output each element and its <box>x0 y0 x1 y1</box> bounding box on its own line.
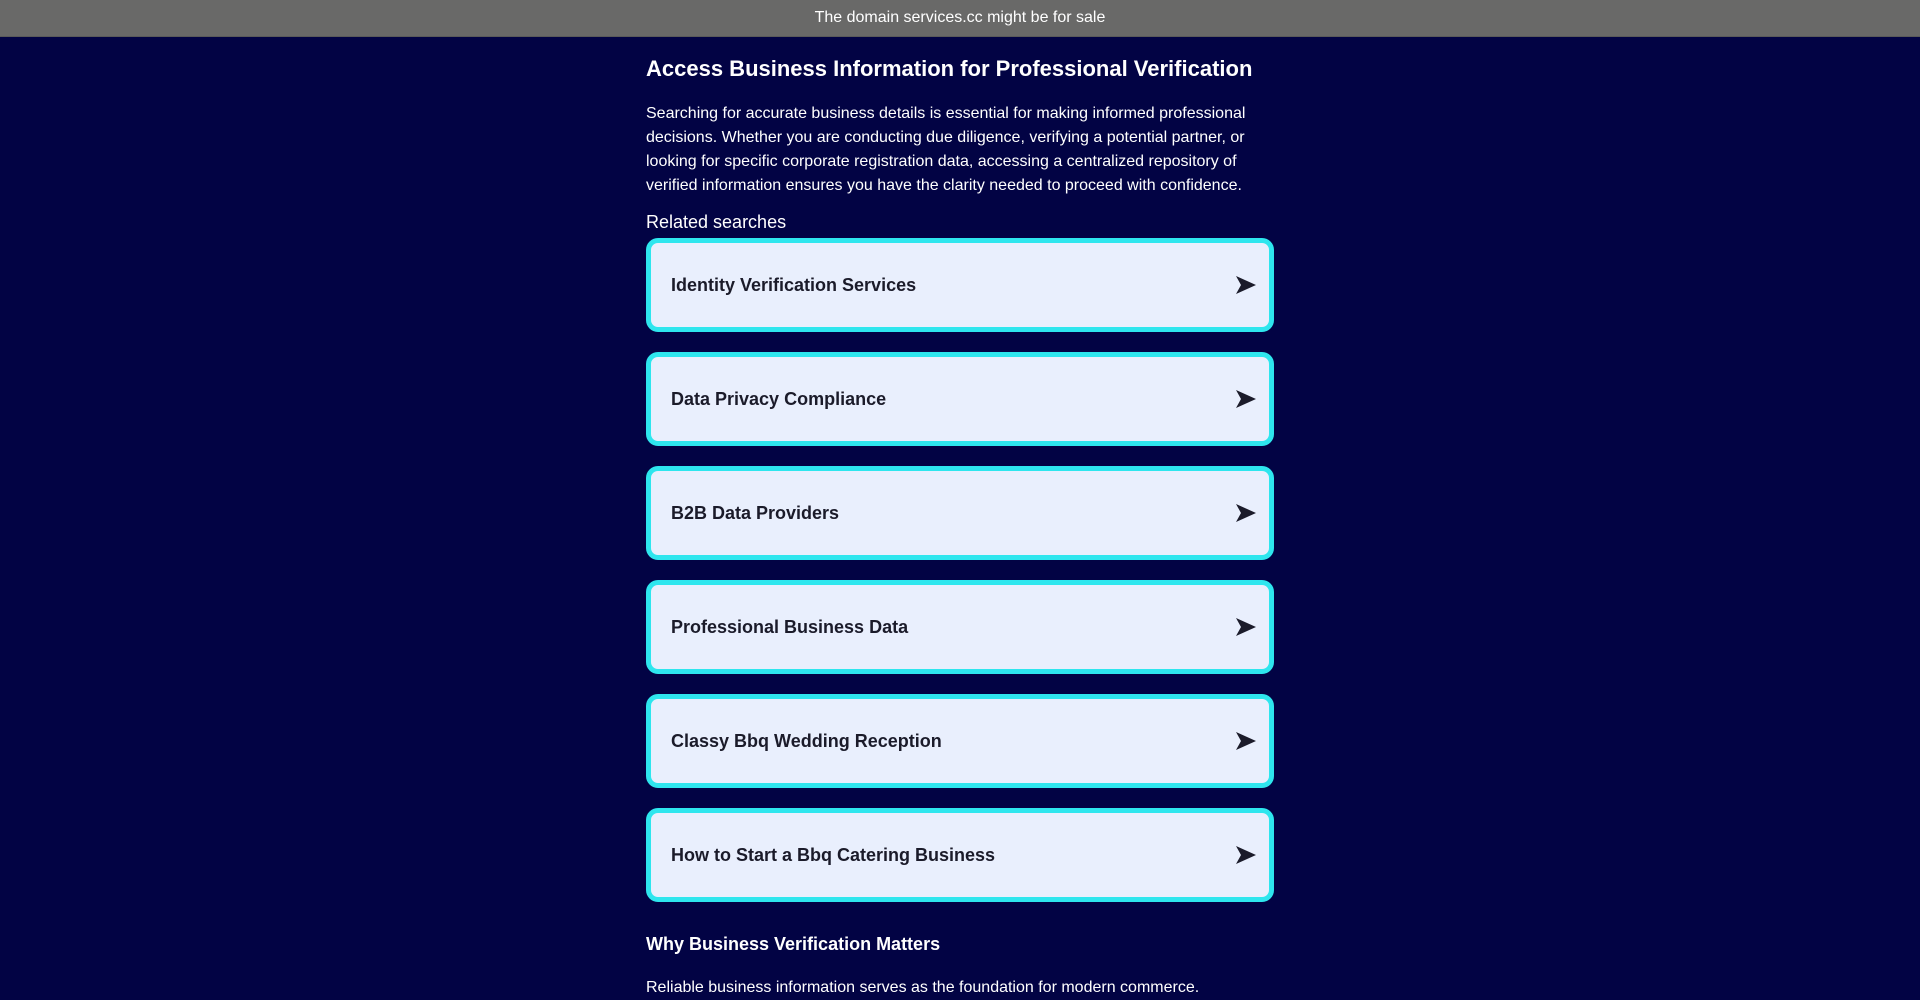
related-search-label: Classy Bbq Wedding Reception <box>671 730 942 751</box>
related-search-label: Professional Business Data <box>671 616 909 637</box>
main-content <box>646 36 1274 1000</box>
arrow-right-icon <box>1235 275 1257 295</box>
related-search-item[interactable] <box>646 808 1274 902</box>
intro-paragraph: Searching for accurate business details is essential for making informed professional decisions. Whether you are conducting due diligence, verifying a potential partner, or looking for specific corporate registration data, accessing a centralized repository of verified information ensures you have the clarity needed to proceed with confidence. <box>646 105 1246 194</box>
arrow-right-icon <box>1235 503 1257 523</box>
related-search-item[interactable] <box>646 238 1274 332</box>
related-search-label: B2B Data Providers <box>671 502 840 523</box>
arrow-right-icon <box>1235 389 1257 409</box>
related-search-label: Identity Verification Services <box>671 274 917 295</box>
related-searches-list <box>646 238 1274 902</box>
related-search-label: How to Start a Bbq Catering Business <box>671 844 996 865</box>
related-searches-label: Related searches <box>646 212 787 232</box>
related-search-item[interactable] <box>646 352 1274 446</box>
arrow-right-icon <box>1235 617 1257 637</box>
arrow-right-icon <box>1235 731 1257 751</box>
related-search-item[interactable] <box>646 580 1274 674</box>
related-search-item[interactable] <box>646 694 1274 788</box>
page-title: Access Business Information for Professional Verification <box>646 56 1253 81</box>
why-paragraph: Reliable business information serves as the foundation for modern commerce. <box>646 979 1200 996</box>
arrow-right-icon <box>1235 845 1257 865</box>
banner-text: The domain services.cc might be for sale <box>814 9 1106 26</box>
domain-sale-banner[interactable] <box>0 0 1920 37</box>
why-heading: Why Business Verification Matters <box>646 934 941 954</box>
related-search-item[interactable] <box>646 466 1274 560</box>
related-search-label: Data Privacy Compliance <box>671 388 887 409</box>
